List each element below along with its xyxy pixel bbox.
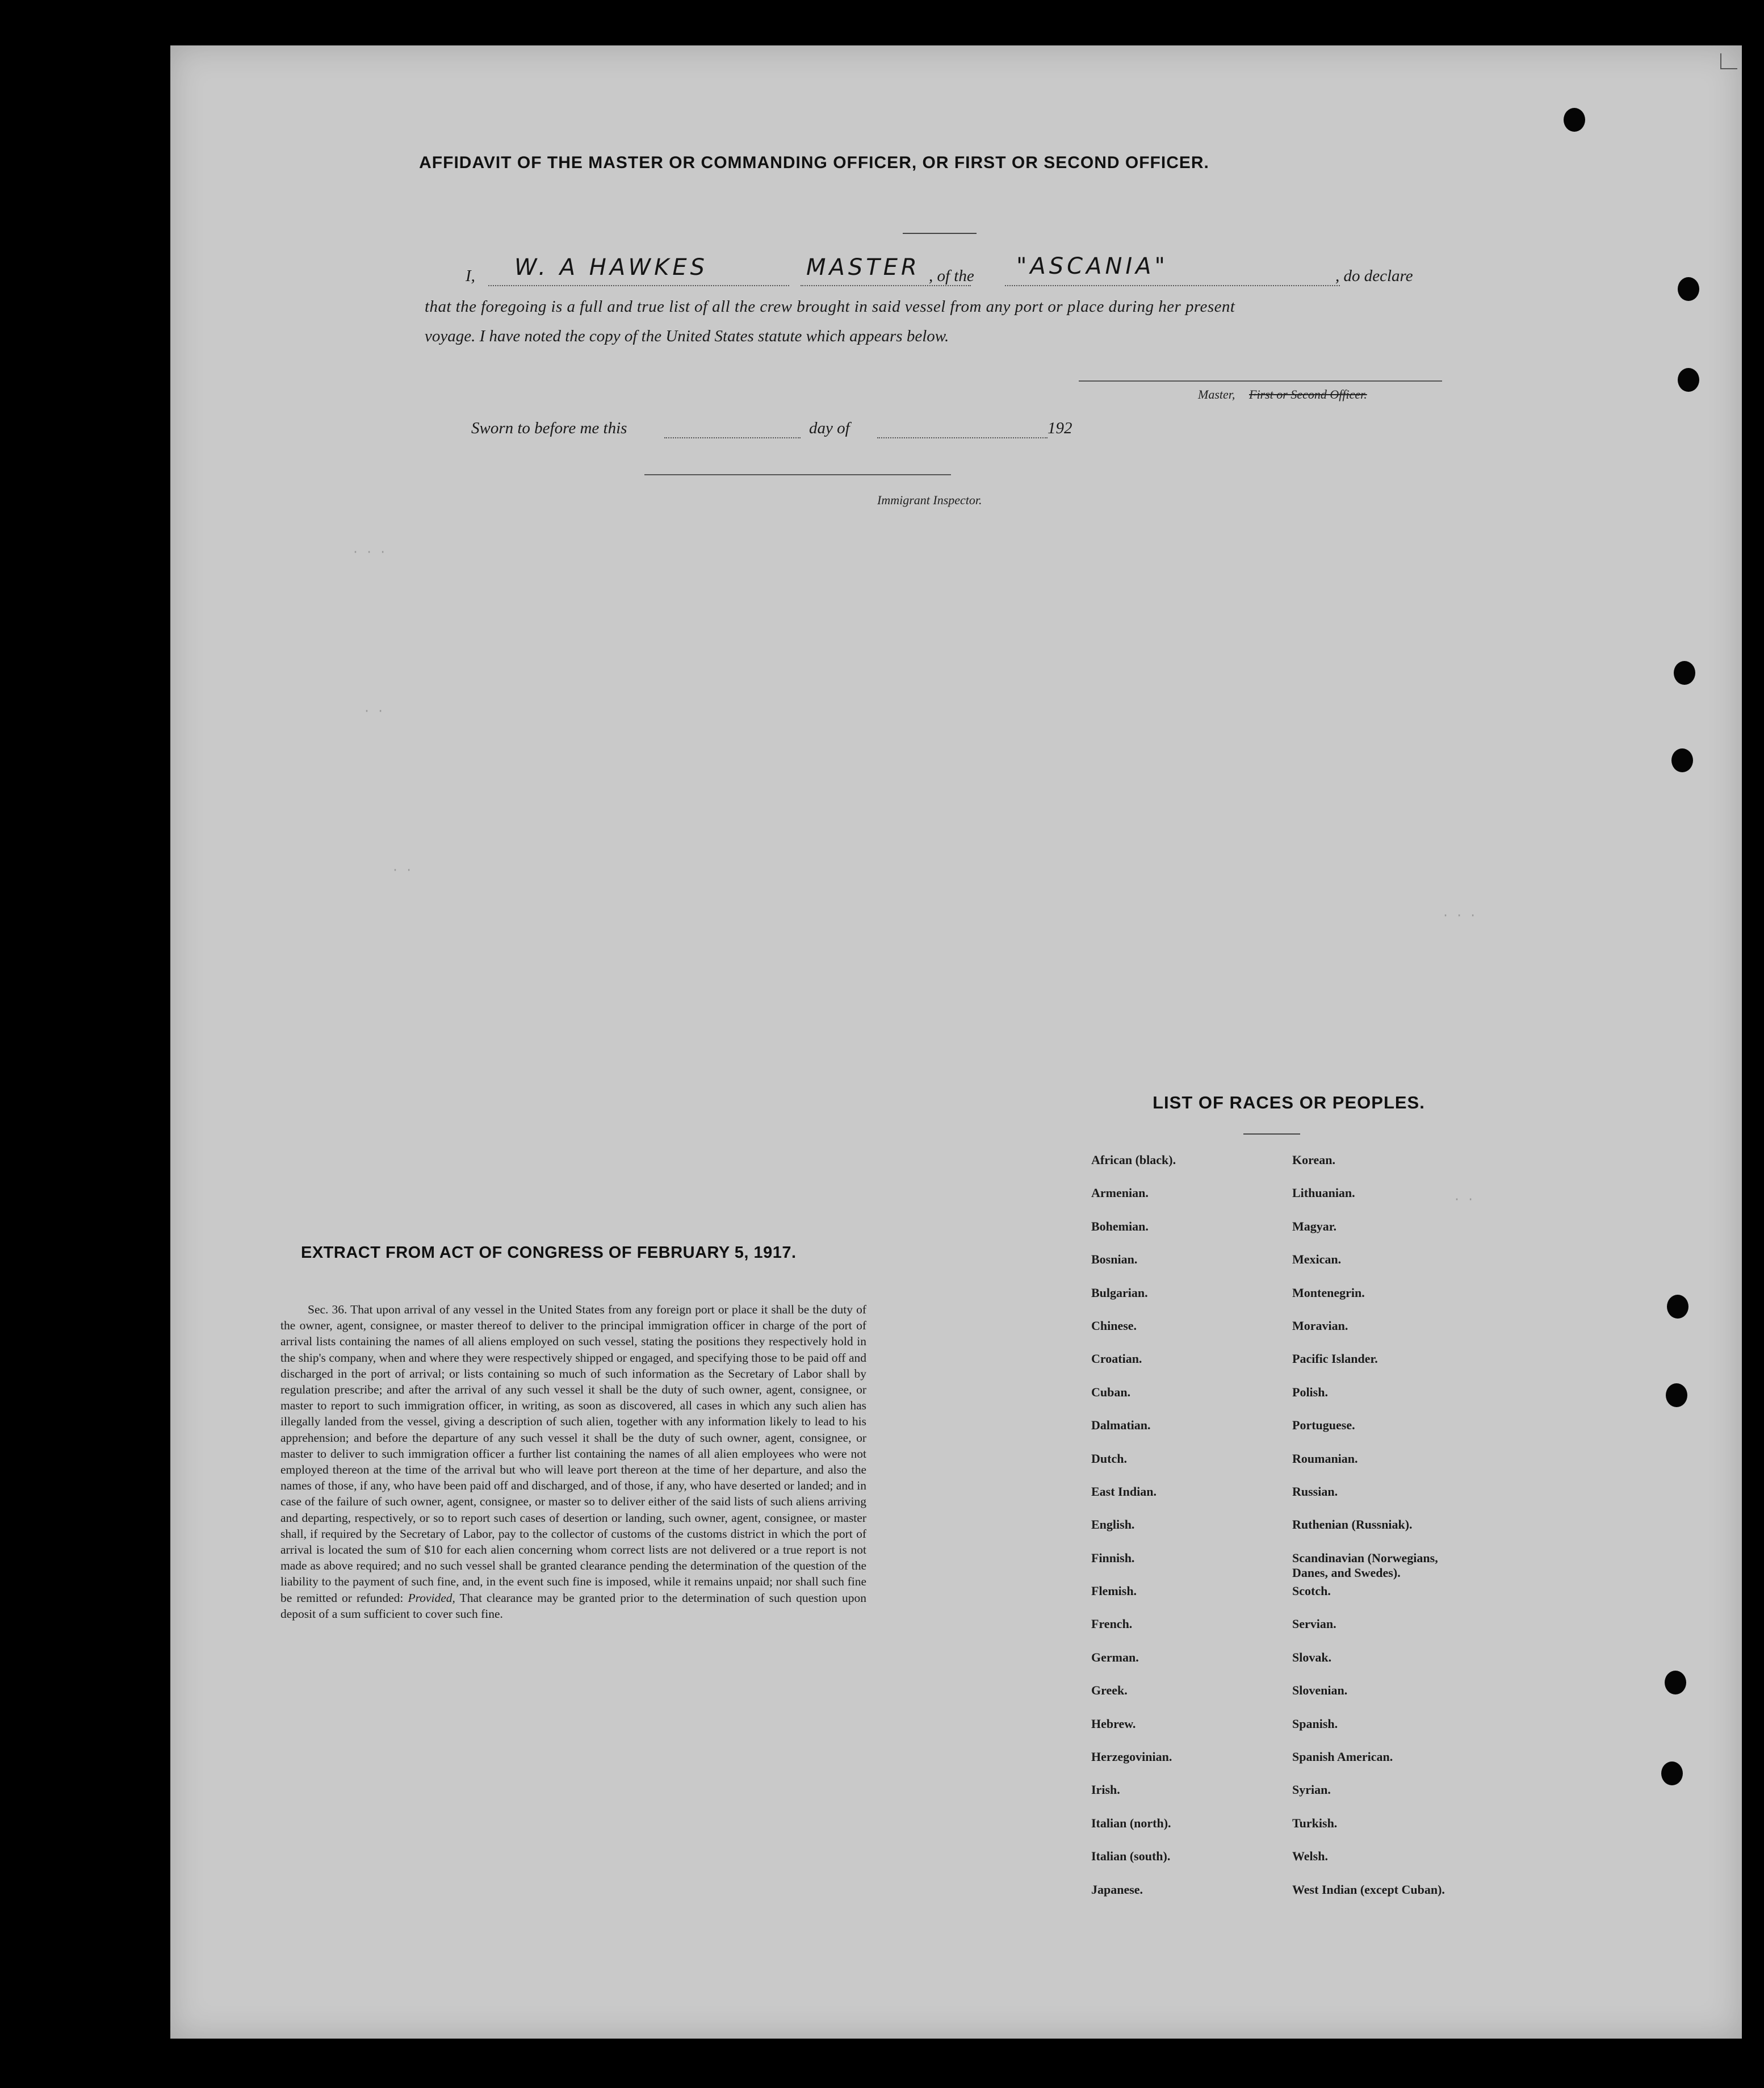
bleed-mark: · · — [392, 863, 413, 877]
punch-hole — [1678, 277, 1699, 301]
race-item: Bulgarian. — [1091, 1285, 1148, 1300]
affidavit-i: I, — [466, 267, 475, 285]
race-item: Japanese. — [1091, 1882, 1143, 1897]
punch-hole — [1671, 748, 1693, 772]
race-item: African (black). — [1091, 1153, 1176, 1167]
race-item: Italian (north). — [1091, 1815, 1171, 1830]
race-item: English. — [1091, 1517, 1135, 1532]
signature-label-master: Master, — [1198, 387, 1235, 401]
punch-hole — [1674, 661, 1695, 685]
race-item: Montenegrin. — [1292, 1285, 1365, 1300]
bleed-mark: · · — [1453, 1192, 1474, 1206]
race-item: French. — [1091, 1617, 1133, 1631]
inspector-signature-line — [644, 474, 951, 475]
race-item: German. — [1091, 1650, 1139, 1664]
race-item: Finnish. — [1091, 1550, 1135, 1565]
race-item: East Indian. — [1091, 1484, 1157, 1499]
race-item: Italian (south). — [1091, 1849, 1171, 1864]
race-item: Scandinavian (Norwegians, Danes, and Swedes). — [1292, 1550, 1438, 1580]
race-item: Ruthenian (Russniak). — [1292, 1517, 1413, 1532]
punch-hole — [1666, 1383, 1687, 1407]
races-title-rule — [1243, 1133, 1300, 1135]
signature-line — [1079, 380, 1442, 382]
document-page — [170, 45, 1742, 2039]
race-item: Flemish. — [1091, 1584, 1137, 1599]
race-item: Bosnian. — [1091, 1252, 1138, 1267]
race-item: Hebrew. — [1091, 1716, 1136, 1731]
vessel-name: "ASCANIA" — [1016, 253, 1168, 279]
sworn-day-line — [664, 437, 801, 438]
extract-proviso-label: Provided, — [408, 1591, 455, 1605]
race-item: Dutch. — [1091, 1451, 1127, 1466]
race-item: Croatian. — [1091, 1351, 1142, 1366]
signature-label-struck: First or Second Officer. — [1249, 387, 1367, 401]
corner-mark — [1720, 53, 1737, 69]
race-item: Dalmatian. — [1091, 1418, 1151, 1433]
race-item: Greek. — [1091, 1683, 1128, 1698]
race-item: Armenian. — [1091, 1186, 1149, 1200]
sworn-month-line — [877, 437, 1047, 438]
title-rule — [903, 233, 977, 234]
race-item: Bohemian. — [1091, 1219, 1149, 1233]
race-item: Herzegovinian. — [1091, 1750, 1172, 1764]
punch-hole — [1665, 1671, 1686, 1694]
inspector-label: Immigrant Inspector. — [877, 493, 982, 507]
punch-hole — [1564, 108, 1585, 132]
bleed-mark: · · · — [1442, 909, 1477, 922]
race-item: Spanish American. — [1292, 1750, 1393, 1764]
of-the-text: , of the — [929, 267, 974, 285]
affidavit-line-3: voyage. I have noted the copy of the United States statute which appears below. — [425, 327, 949, 345]
do-declare-text: , do declare — [1335, 267, 1413, 285]
race-item: Lithuanian. — [1292, 1186, 1355, 1200]
extract-body — [280, 1302, 866, 1622]
master-name-line — [488, 285, 789, 286]
punch-hole — [1667, 1295, 1688, 1319]
master-rank: MASTER — [806, 254, 920, 281]
affidavit-title: AFFIDAVIT OF THE MASTER OR COMMANDING OFFICER, OR FIRST OR SECOND OFFICER. — [419, 153, 1209, 172]
day-of-text: day of — [809, 419, 850, 437]
bleed-mark: · · · — [352, 545, 387, 559]
race-item: Syrian. — [1292, 1782, 1331, 1797]
race-item: Pacific Islander. — [1292, 1351, 1378, 1366]
race-item: Polish. — [1292, 1384, 1328, 1399]
master-name: W. A HAWKES — [514, 254, 708, 281]
race-item: Portuguese. — [1292, 1418, 1355, 1433]
races-title: LIST OF RACES OR PEOPLES. — [1153, 1093, 1425, 1112]
race-item: Welsh. — [1292, 1849, 1328, 1864]
race-item: Magyar. — [1292, 1219, 1337, 1233]
race-item: Servian. — [1292, 1617, 1336, 1631]
race-item: Turkish. — [1292, 1815, 1338, 1830]
vessel-line — [1005, 285, 1340, 286]
affidavit-line-2: that the foregoing is a full and true list of all the crew brought in said vessel from any port or place during her present — [425, 298, 1235, 316]
race-item: Chinese. — [1091, 1318, 1137, 1333]
race-item: Mexican. — [1292, 1252, 1342, 1267]
bleed-mark: · · — [363, 704, 384, 718]
race-item: Slovak. — [1292, 1650, 1332, 1664]
race-item: Roumanian. — [1292, 1451, 1358, 1466]
race-item: Spanish. — [1292, 1716, 1338, 1731]
race-item: Irish. — [1091, 1782, 1120, 1797]
races-left-column — [1091, 1153, 1176, 1915]
extract-section: Sec. 36. — [308, 1303, 347, 1316]
race-item: Russian. — [1292, 1484, 1338, 1499]
punch-hole — [1678, 368, 1699, 392]
race-item: West Indian (except Cuban). — [1292, 1882, 1445, 1897]
extract-text: That upon arrival of any vessel in the United States from any foreign port or place it shall be the duty of the owner, agent, consignee, or master thereof to deliver to the principal immigration officer in charge of the port of arrival lists containing the names of all aliens employed on such vessel, stating the positions they respectively hold in the ship's company, when and where they were respectively shipped or engaged, and specifying those to be paid off and discharged in the port of arrival; or lists containing so much of such information as the Secretary of Labor shall by regulation prescribe; and after the arrival of any such vessel it shall be the duty of such owner, agent, consignee, or master to report to such immigration officer, in writing, as soon as discovered, all cases in which any such alien has illegally landed from the vessel, giving a description of such alien, together with any information likely to lead to his apprehension; and before the departure of any such vessel it shall be the duty of such owner, agent, consignee, or master to deliver to such immigration officer a further list containing the names of all alien employees who were not employed thereon at the time of the arrival but who will leave port thereon at the time of her departure, and also the names of those, if any, who have been paid off and discharged, and of those, if any, who have deserted or landed; and in case of the failure of such owner, agent, consignee, or master so to deliver either of the said lists of such aliens arriving and departing, respectively, or so to report such cases of desertion or landing, such owner, agent, consignee, or master shall, if required by the Secretary of Labor, pay to the collector of customs of the customs district in which the port of arrival is located the sum of $10 for each alien concerning whom correct lists are not delivered or a true report is not made as above required; and no such vessel shall be granted clearance pending the determination of the question of the liability to the payment of such fine, and, in the event such fine is imposed, while it remains unpaid; nor shall such fine be remitted or refunded: — [280, 1303, 866, 1605]
extract-title: EXTRACT FROM ACT OF CONGRESS OF FEBRUARY 5, 1917. — [301, 1244, 797, 1262]
race-item: Moravian. — [1292, 1318, 1348, 1333]
race-item: Slovenian. — [1292, 1683, 1348, 1698]
race-item: Scotch. — [1292, 1584, 1331, 1599]
year-text: 192 — [1047, 419, 1072, 437]
race-item: Korean. — [1292, 1153, 1335, 1167]
sworn-prefix: Sworn to before me this — [471, 419, 627, 437]
races-right-column — [1292, 1153, 1445, 1915]
race-item: Cuban. — [1091, 1384, 1131, 1399]
extract-proviso: That clearance may be granted prior to the determination of such question upon deposit of a sum sufficient to cover such fine. — [280, 1591, 866, 1621]
punch-hole — [1661, 1761, 1683, 1785]
